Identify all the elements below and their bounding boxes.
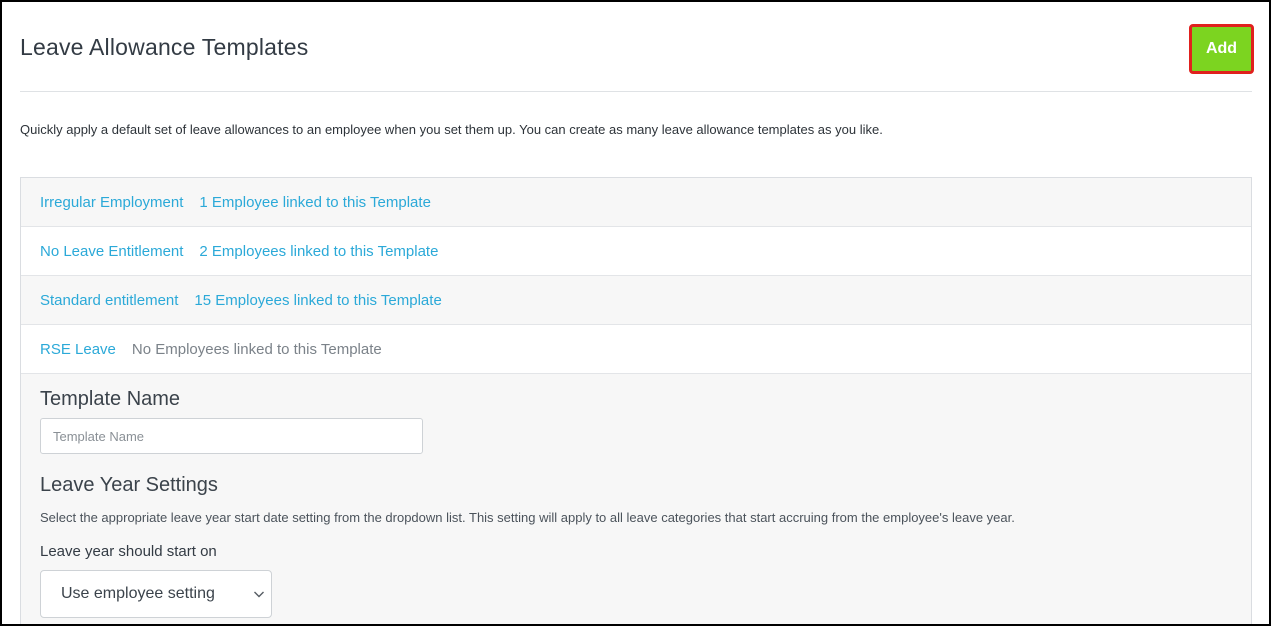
template-name-link[interactable]: No Leave Entitlement [40,242,184,260]
leave-year-start-select[interactable] [40,570,272,618]
template-employee-count-link[interactable]: 1 Employee linked to this Template [199,193,431,211]
leave-year-start-label: Leave year should start on [40,543,217,560]
templates-panel [20,177,1252,626]
template-name-link[interactable]: Irregular Employment [40,193,184,211]
template-row-rse-leave[interactable] [21,325,1251,374]
new-template-form [21,374,1251,626]
template-name-input[interactable] [40,418,423,454]
template-name-link[interactable]: Standard entitlement [40,291,179,309]
template-employee-count-link[interactable]: 15 Employees linked to this Template [194,291,442,309]
leave-year-settings-heading: Leave Year Settings [40,474,218,496]
add-template-button[interactable]: Add [1189,24,1254,74]
leave-year-start-selected-value: Use employee setting [61,585,215,602]
template-name-link[interactable]: RSE Leave [40,340,116,358]
template-row-standard-entitlement[interactable] [21,276,1251,325]
template-row-no-leave-entitlement[interactable] [21,227,1251,276]
template-name-heading: Template Name [40,388,181,410]
page-title: Leave Allowance Templates [20,34,309,60]
leave-year-description: Select the appropriate leave year start date setting from the dropdown list. This setting will apply to all leave categories that start accruing from the employee's leave year. [40,510,1015,525]
intro-description: Quickly apply a default set of leave allowances to an employee when you set them up. You can create as many leave allowance templates as you like. [20,122,883,137]
template-employee-count-link[interactable]: 2 Employees linked to this Template [199,242,439,260]
chevron-down-icon [253,588,265,600]
title-divider [20,91,1252,92]
template-employee-count-text: No Employees linked to this Template [131,340,382,358]
template-row-irregular-employment[interactable] [21,178,1251,227]
